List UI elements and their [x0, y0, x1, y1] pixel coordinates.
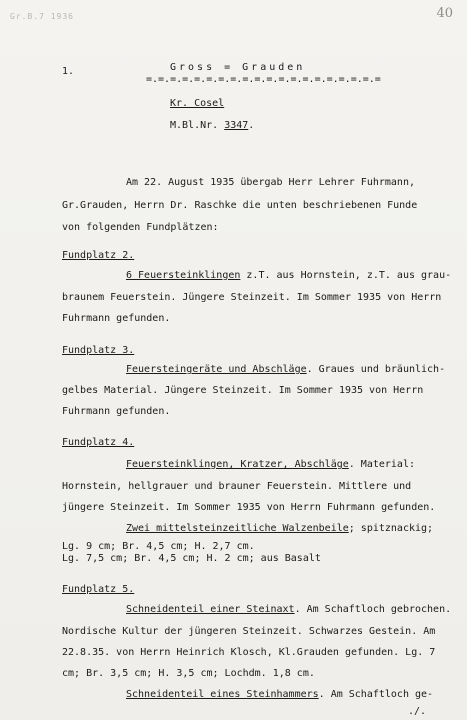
intro-line: von folgenden Fundplätzen: — [62, 222, 219, 233]
site-heading: Fundplatz 2. — [62, 250, 135, 261]
site-line: cm; Br. 3,5 cm; H. 3,5 cm; Lochdm. 1,8 cm. — [62, 668, 315, 679]
page-number: 40 — [436, 6, 453, 21]
item-number: 1. — [62, 66, 75, 77]
site-heading: Fundplatz 3. — [62, 345, 135, 356]
site-heading: Fundplatz 5. — [62, 584, 135, 595]
site-line: Lg. 9 cm; Br. 4,5 cm; H. 2,7 cm. — [62, 541, 255, 552]
site-line: Schneidenteil eines Steinhammers. Am Schaftloch ge- — [126, 689, 434, 700]
site-line: Feuersteingeräte und Abschläge. Graues und bräunlich- — [126, 364, 446, 375]
register-number: M.Bl.Nr. 3347. — [170, 120, 255, 131]
site-line: braunem Feuerstein. Jüngere Steinzeit. Im Sommer 1935 von Herrn — [62, 292, 442, 303]
site-heading: Fundplatz 4. — [62, 437, 135, 448]
continuation-mark: ./. — [408, 706, 427, 717]
site-line: Nordische Kultur der jüngeren Steinzeit. Schwarzes Gestein. Am — [62, 626, 436, 637]
archive-mark: Gr.B.7 1936 — [10, 12, 74, 21]
site-line: jüngere Steinzeit. Im Sommer 1935 von Herrn Fuhrmann gefunden. — [62, 502, 436, 513]
intro-line: Gr.Grauden, Herrn Dr. Raschke die unten beschriebenen Funde — [62, 200, 418, 211]
title-rule: =.=.=.=.=.=.=.=.=.=.=.=.=.=.=.=.=.=.=.= — [146, 74, 381, 85]
site-line: Fuhrmann gefunden. — [62, 313, 171, 324]
site-line: Feuersteinklingen, Kratzer, Abschläge. Material: — [126, 459, 415, 470]
site-line: Zwei mittelsteinzeitliche Walzenbeile; spitznackig; — [126, 523, 434, 534]
site-line: Schneidenteil einer Steinaxt. Am Schaftloch gebrochen. — [126, 604, 452, 615]
site-line: 22.8.35. von Herrn Heinrich Klosch, Kl.Grauden gefunden. Lg. 7 — [62, 647, 436, 658]
site-line: Hornstein, hellgrauer und brauner Feuerstein. Mittlere und — [62, 481, 412, 492]
document-title: Gross = Grauden — [170, 62, 306, 73]
site-line: gelbes Material. Jüngere Steinzeit. Im Sommer 1935 von Herrn — [62, 385, 424, 396]
intro-line: Am 22. August 1935 übergab Herr Lehrer Fuhrmann, — [126, 177, 415, 188]
district: Kr. Cosel — [170, 98, 225, 109]
site-line: Fuhrmann gefunden. — [62, 406, 171, 417]
site-line: Lg. 7,5 cm; Br. 4,5 cm; H. 2 cm; aus Basalt — [62, 553, 321, 564]
site-line: 6 Feuersteinklingen z.T. aus Hornstein, z.T. aus grau- — [126, 270, 452, 281]
